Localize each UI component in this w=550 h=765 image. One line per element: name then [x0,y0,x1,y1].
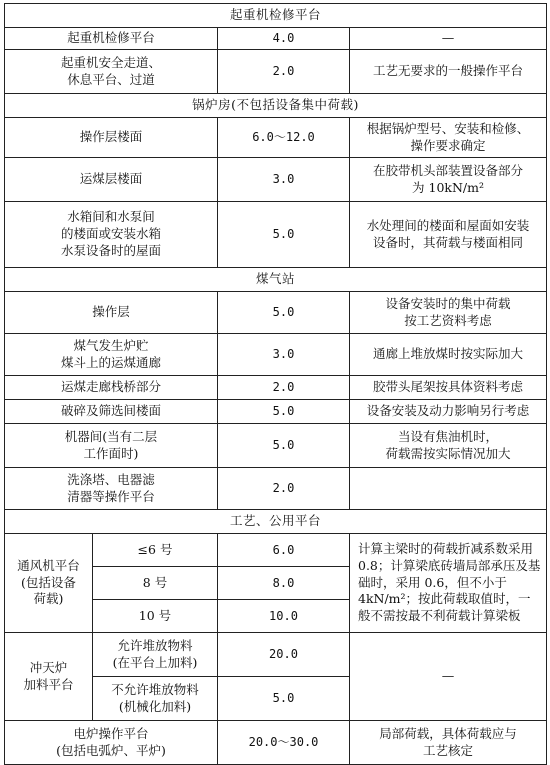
row-value: 20.0～30.0 [218,721,350,765]
row-name: 操作层 [5,292,218,334]
row-note: — [350,28,547,50]
row-note: 计算主梁时的荷载折减系数采用 0.8；计算梁底砖墙局部承压及基础时，采用 0.6，但不小于 4kN/m²；按此荷载取值时，一般不需按最不利荷载计算梁板 [350,534,547,633]
section-header: 起重机检修平台 [5,4,547,28]
row-note: 根据锅炉型号、安装和检修、 操作要求确定 [350,118,547,158]
section-header: 工艺、公用平台 [5,510,547,534]
sub-name: 8 号 [93,567,218,600]
row-value: 3.0 [218,158,350,202]
row-value: 6.0 [218,534,350,567]
row-value: 2.0 [218,50,350,94]
row-note: 当设有焦油机时， 荷载需按实际情况加大 [350,424,547,468]
row-name: 起重机安全走道、 休息平台、过道 [5,50,218,94]
row-value: 4.0 [218,28,350,50]
row-note: 通廊上堆放煤时按实际加大 [350,334,547,376]
row-value: 20.0 [218,633,350,677]
row-value: 10.0 [218,600,350,633]
row-value: 5.0 [218,677,350,721]
section-header: 锅炉房(不包括设备集中荷载) [5,94,547,118]
row-value: 5.0 [218,202,350,268]
sub-name: 不允许堆放物料 (机械化加料) [93,677,218,721]
row-note: 水处理间的楼面和屋面如安装 设备时，其荷载与楼面相同 [350,202,547,268]
row-note: 局部荷载，具体荷载应与 工艺核定 [350,721,547,765]
group-name: 冲天炉 加料平台 [5,633,93,721]
row-name: 水箱间和水泵间 的楼面或安装水箱 水泵设备时的屋面 [5,202,218,268]
sub-name: 10 号 [93,600,218,633]
row-value: 3.0 [218,334,350,376]
row-note: 胶带头尾架按具体资料考虑 [350,376,547,400]
row-note: 设备安装及动力影响另行考虑 [350,400,547,424]
row-name: 破碎及筛选间楼面 [5,400,218,424]
row-value: 5.0 [218,400,350,424]
row-note: — [350,633,547,721]
load-table [4,3,547,765]
row-name: 运煤层楼面 [5,158,218,202]
row-value: 5.0 [218,424,350,468]
row-value: 8.0 [218,567,350,600]
sub-name: 允许堆放物料 (在平台上加料) [93,633,218,677]
row-value: 5.0 [218,292,350,334]
section-header: 煤气站 [5,268,547,292]
row-value: 2.0 [218,376,350,400]
row-name: 机器间(当有二层 工作面时) [5,424,218,468]
row-note: 在胶带机头部装置设备部分 为 10kN/m² [350,158,547,202]
sub-name: ≤6 号 [93,534,218,567]
row-value: 6.0～12.0 [218,118,350,158]
row-name: 起重机检修平台 [5,28,218,50]
row-name: 煤气发生炉贮 煤斗上的运煤通廊 [5,334,218,376]
group-name: 通风机平台 (包括设备 荷载) [5,534,93,633]
row-note: 设备安装时的集中荷载 按工艺资料考虑 [350,292,547,334]
row-name: 运煤走廊栈桥部分 [5,376,218,400]
row-name: 操作层楼面 [5,118,218,158]
row-name: 洗涤塔、电器滤 清器等操作平台 [5,468,218,510]
row-value: 2.0 [218,468,350,510]
row-note [350,468,547,510]
row-name: 电炉操作平台 (包括电弧炉、平炉) [5,721,218,765]
row-note: 工艺无要求的一般操作平台 [350,50,547,94]
